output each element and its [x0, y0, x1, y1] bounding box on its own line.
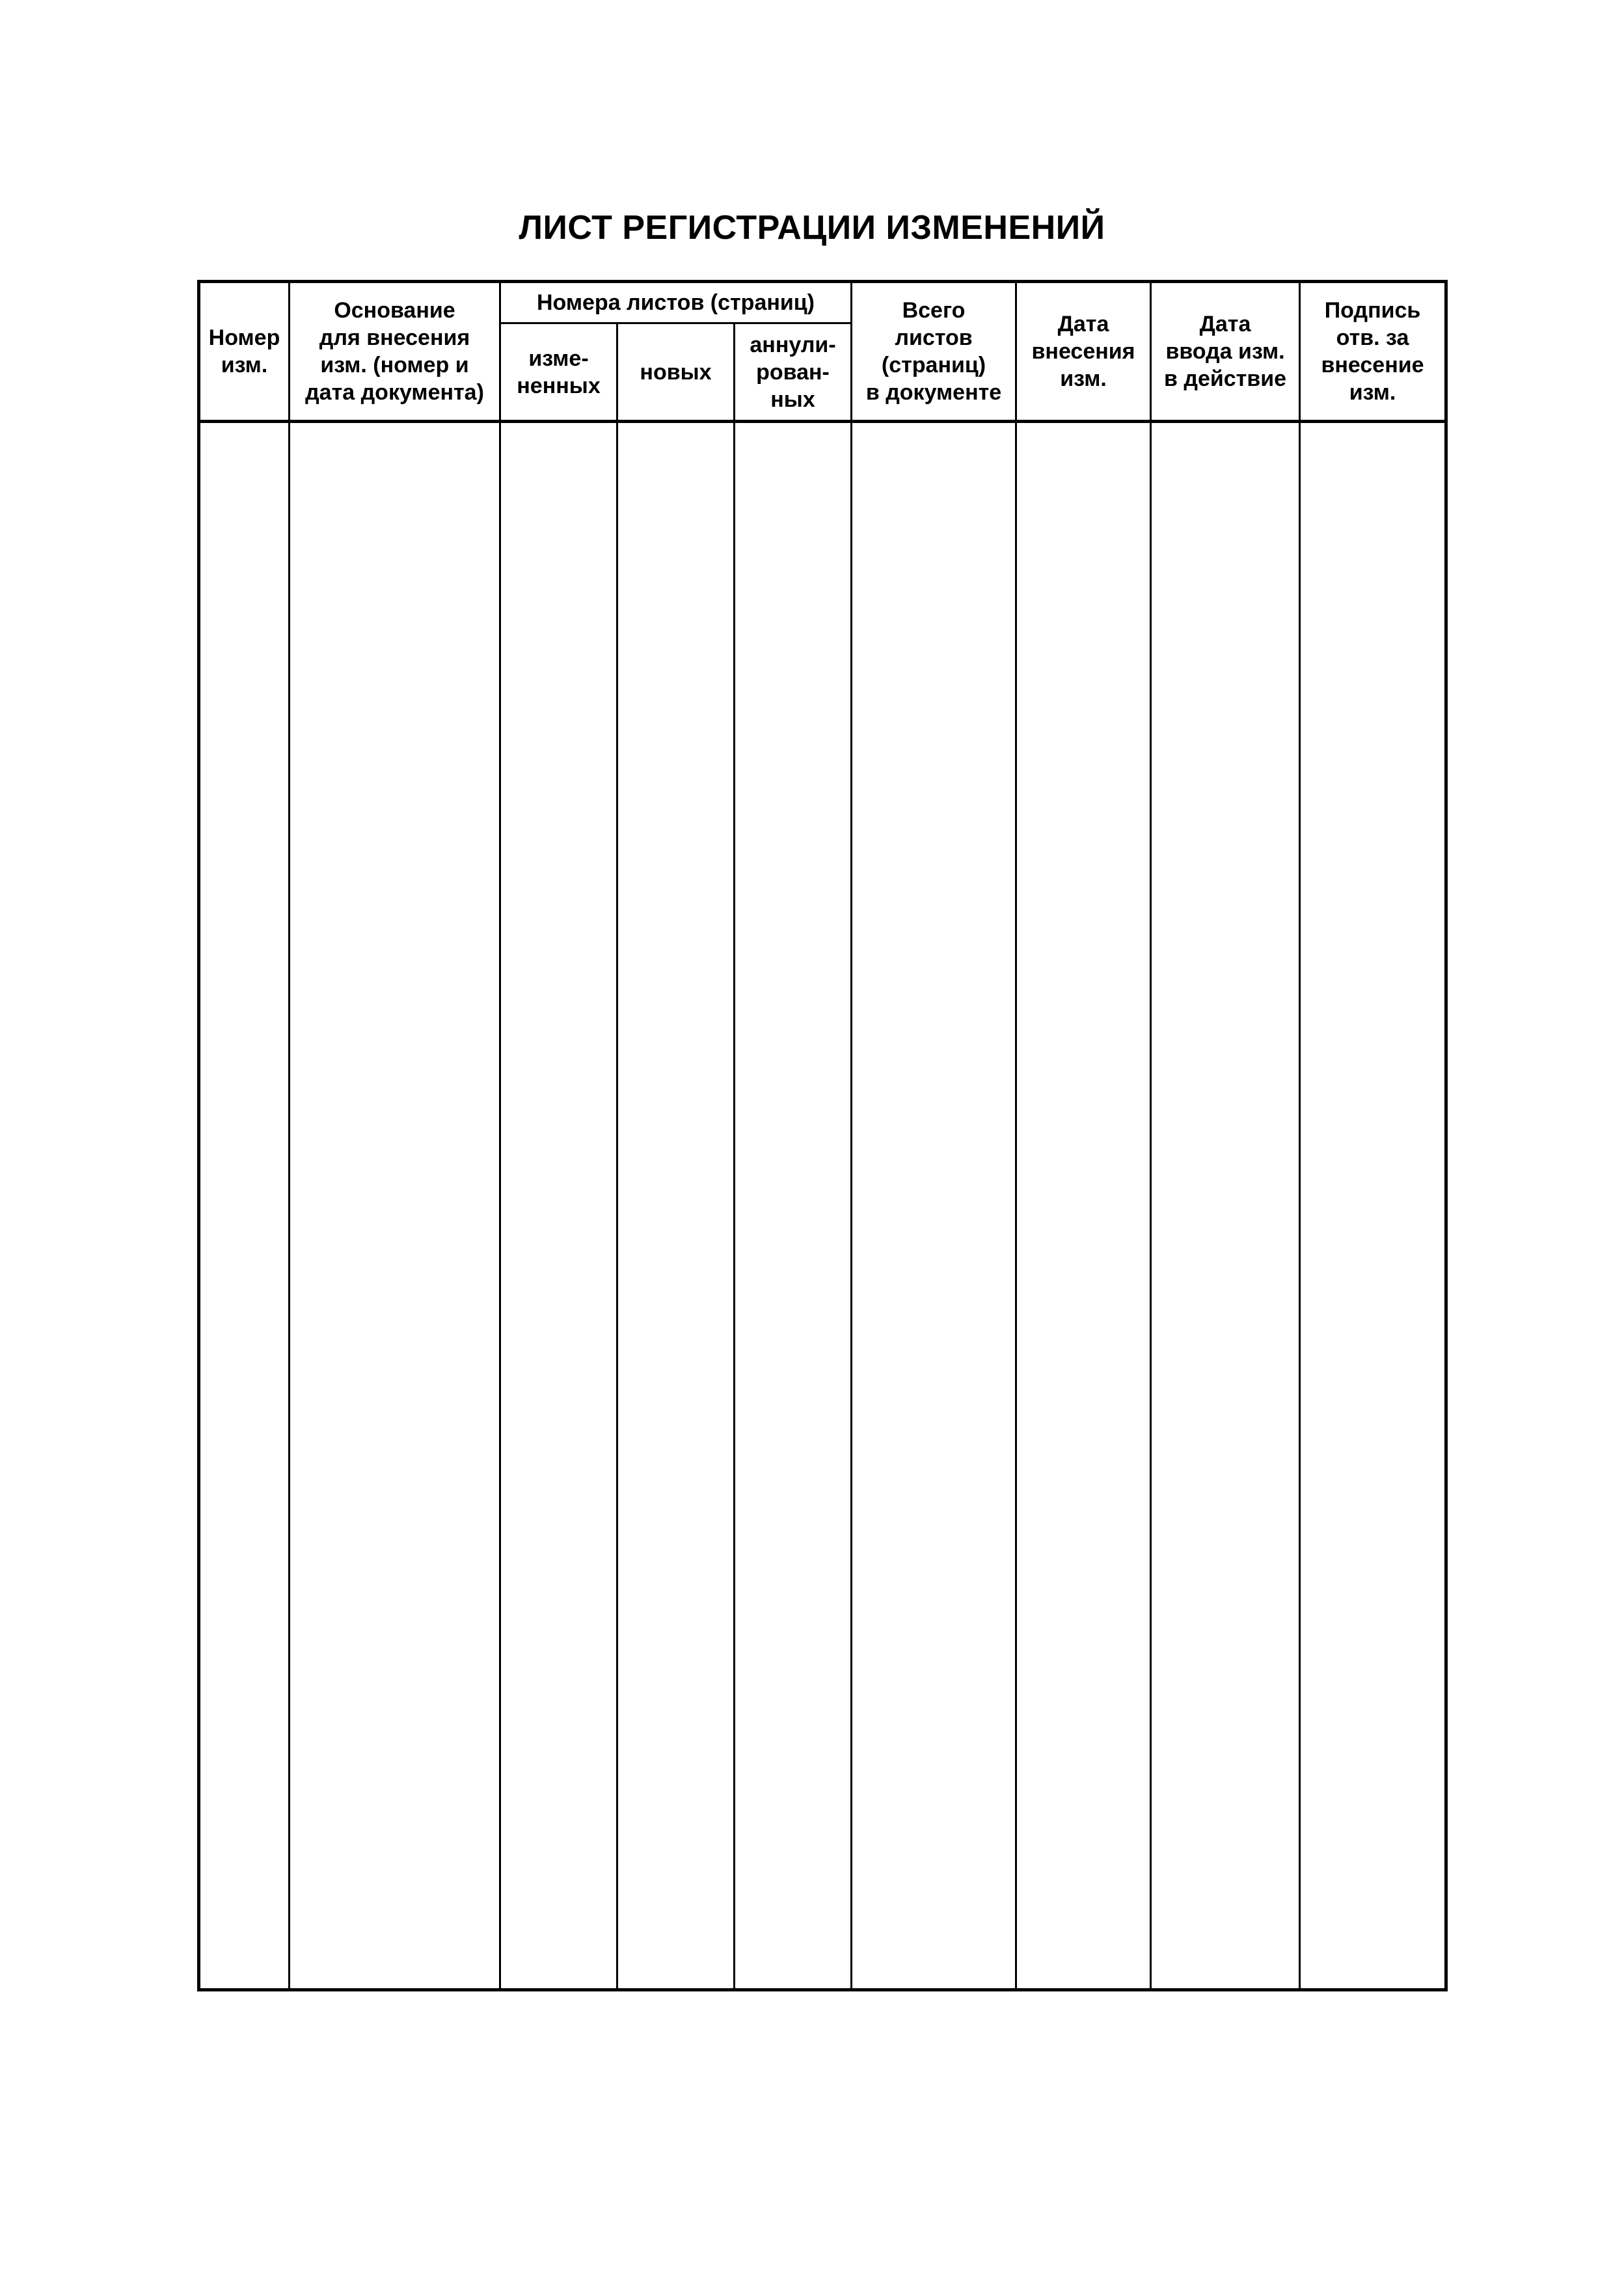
table-row [199, 422, 1446, 1990]
column-header-total-sheets: Всего листов (страниц) в документе [852, 282, 1016, 422]
cell-basis [290, 422, 500, 1990]
cell-total-sheets [852, 422, 1016, 1990]
page-title: ЛИСТ РЕГИСТРАЦИИ ИЗМЕНЕНИЙ [519, 209, 1105, 247]
column-header-effective-date: Дата ввода изм. в действие [1151, 282, 1300, 422]
cell-entry-date [1016, 422, 1151, 1990]
column-header-changed: изме- ненных [500, 323, 617, 422]
column-header-annulled: аннули- рован- ных [735, 323, 852, 422]
column-header-basis: Основание для внесения изм. (номер и дата документа) [290, 282, 500, 422]
cell-effective-date [1151, 422, 1300, 1990]
column-header-number: Номер изм. [199, 282, 290, 422]
change-registration-table [197, 280, 1448, 1991]
cell-changed [500, 422, 617, 1990]
column-header-entry-date: Дата внесения изм. [1016, 282, 1151, 422]
column-header-new: новых [617, 323, 735, 422]
cell-annulled [735, 422, 852, 1990]
cell-new [617, 422, 735, 1990]
column-header-signature: Подпись отв. за внесение изм. [1300, 282, 1446, 422]
cell-signature [1300, 422, 1446, 1990]
cell-number [199, 422, 290, 1990]
column-group-sheet-numbers: Номера листов (страниц) [500, 282, 852, 323]
